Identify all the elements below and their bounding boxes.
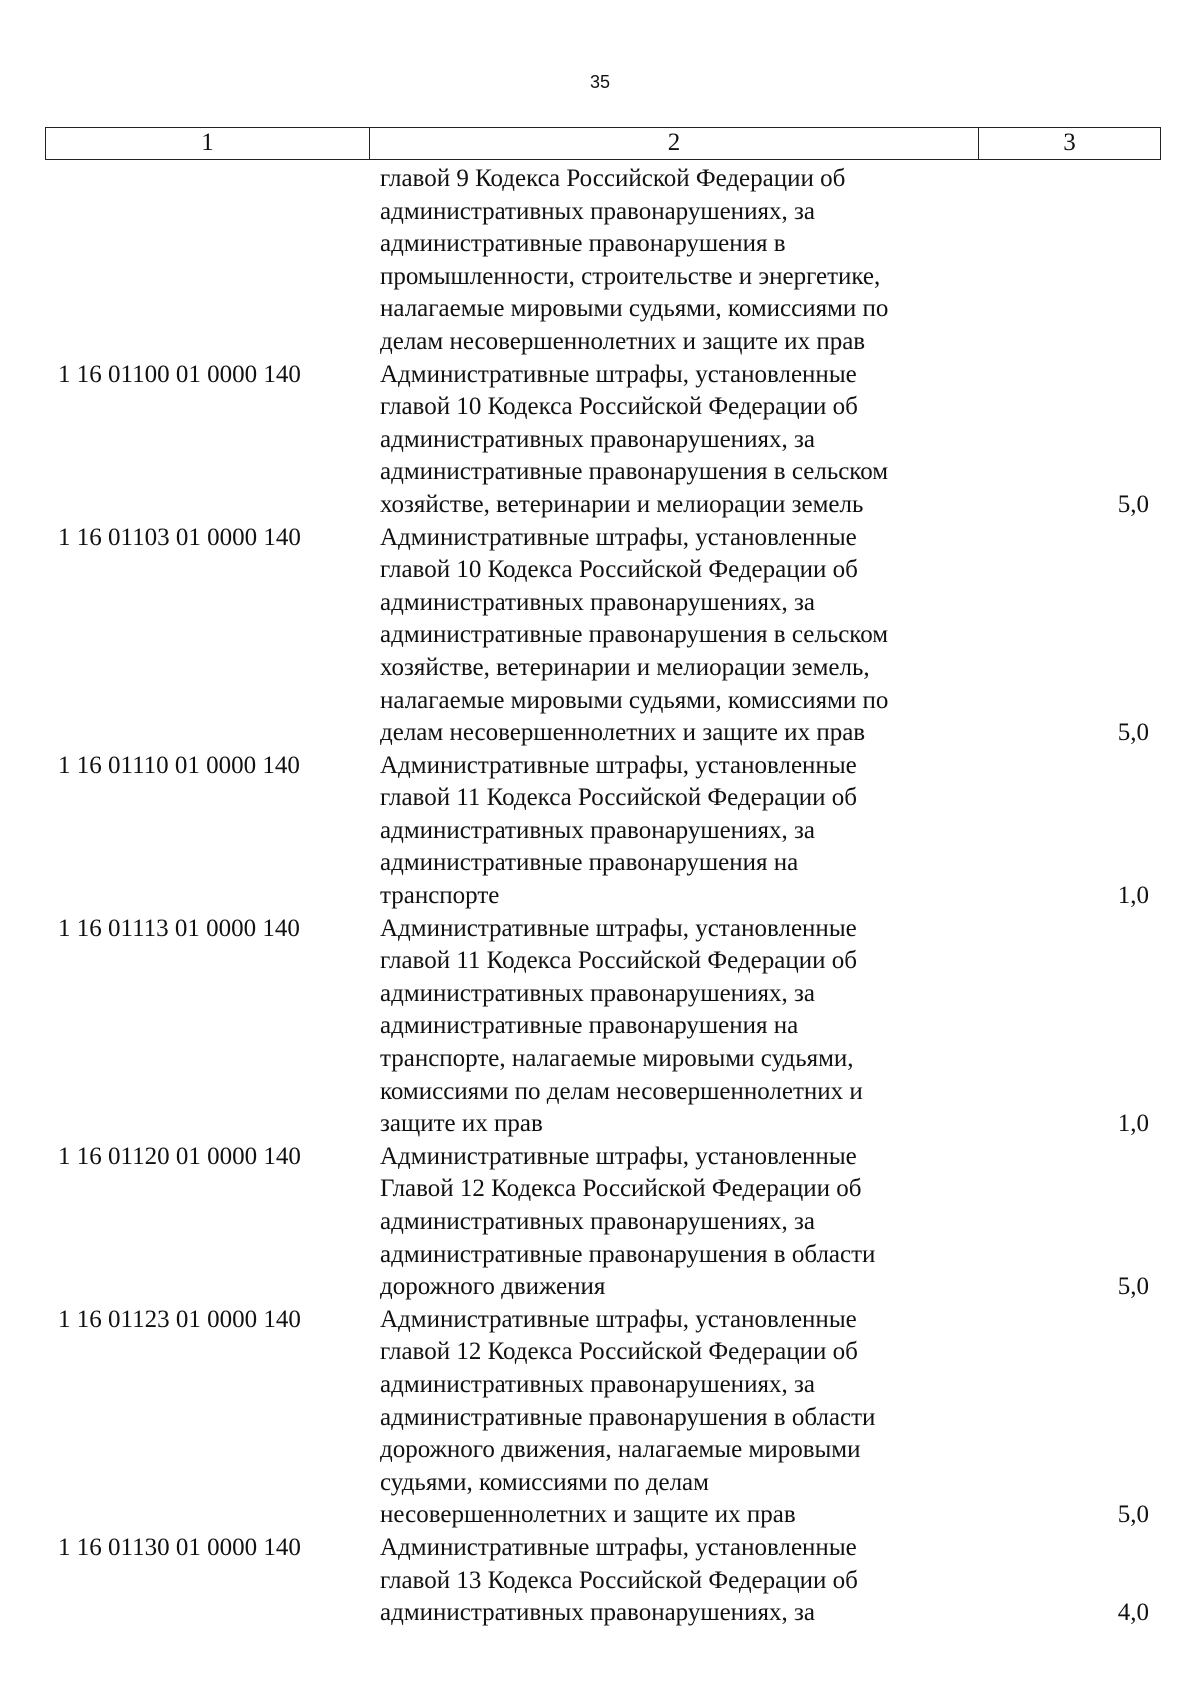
budget-code <box>45 163 369 359</box>
description-line: главой 11 Кодекса Российской Федерации об <box>380 947 857 975</box>
description-line: административных правонарушениях, за <box>380 425 815 453</box>
header-col-3: 3 <box>1063 129 1076 156</box>
description-line: несовершеннолетних и защите их прав <box>380 1501 796 1529</box>
row-value-cell <box>978 522 1161 750</box>
description-line: главой 9 Кодекса Российской Федерации об <box>380 165 846 192</box>
row-value-cell <box>978 359 1161 522</box>
description-line: дорожного движения, налагаемые мировыми <box>380 1436 861 1464</box>
description-line: главой 10 Кодекса Российской Федерации об <box>380 556 858 584</box>
budget-code: 1 16 01130 01 0000 140 <box>58 1533 301 1561</box>
row-description <box>369 1532 978 1630</box>
description-line: административные правонарушения в области <box>380 1403 876 1431</box>
row-description <box>369 1141 978 1304</box>
description-line: административные правонарушения в сельском <box>380 621 889 649</box>
budget-code: 1 16 01103 01 0000 140 <box>58 523 301 551</box>
description-line: главой 10 Кодекса Российской Федерации об <box>380 393 858 421</box>
description-line: Административные штрафы, установленные <box>380 751 857 779</box>
table-row <box>45 913 1161 1141</box>
description-line: административные правонарушения в области <box>380 1240 876 1268</box>
row-value-cell <box>978 1532 1161 1630</box>
row-value-cell <box>978 1304 1161 1532</box>
description-line: административные правонарушения в сельском <box>380 458 889 486</box>
description-line: административных правонарушениях, за <box>380 588 815 616</box>
description-line: судьями, комиссиями по делам <box>380 1468 709 1496</box>
table-row <box>45 1304 1161 1532</box>
norm-value: 5,0 <box>1117 1501 1149 1529</box>
row-description <box>369 913 978 1141</box>
description-line: хозяйстве, ветеринарии и мелиорации земель, <box>380 653 870 681</box>
description-line: главой 13 Кодекса Российской Федерации об <box>380 1566 858 1594</box>
budget-code: 1 16 01120 01 0000 140 <box>58 1142 301 1170</box>
description-line: Административные штрафы, установленные <box>380 1533 857 1561</box>
description-line: административных правонарушениях, за <box>380 197 815 225</box>
table-row <box>45 1532 1161 1630</box>
description-line: Административные штрафы, установленные <box>380 523 857 551</box>
description-line: Главой 12 Кодекса Российской Федерации об <box>380 1175 862 1203</box>
description-line: комиссиями по делам несовершеннолетних и <box>380 1077 863 1105</box>
table-row <box>45 522 1161 750</box>
description-line: Административные штрафы, установленные <box>380 914 857 942</box>
description-line: административных правонарушениях, за <box>380 1599 815 1627</box>
norm-value: 5,0 <box>1117 1273 1149 1301</box>
budget-code: 1 16 01100 01 0000 140 <box>58 360 301 388</box>
row-description <box>369 359 978 522</box>
description-line: Административные штрафы, установленные <box>380 1305 857 1333</box>
row-description <box>369 522 978 750</box>
description-line: Административные штрафы, установленные <box>380 1142 857 1170</box>
description-line: налагаемые мировыми судьями, комиссиями по <box>380 295 889 323</box>
norm-value: 1,0 <box>1117 882 1149 910</box>
table-row <box>45 1141 1161 1304</box>
page-number: 35 <box>589 72 611 92</box>
budget-code: 1 16 01110 01 0000 140 <box>58 751 300 779</box>
norm-value: 5,0 <box>1117 719 1149 747</box>
row-value-cell <box>978 1141 1161 1304</box>
description-line: административные правонарушения в <box>380 230 786 258</box>
description-line: дорожного движения <box>380 1273 606 1301</box>
description-line: налагаемые мировыми судьями, комиссиями по <box>380 686 889 714</box>
description-line: Административные штрафы, установленные <box>380 360 857 388</box>
budget-code: 1 16 01113 01 0000 140 <box>58 914 300 942</box>
description-line: административных правонарушениях, за <box>380 816 815 844</box>
row-value-cell <box>978 750 1161 913</box>
description-line: транспорте <box>380 882 500 910</box>
description-line: административных правонарушениях, за <box>380 1370 815 1398</box>
description-line: административных правонарушениях, за <box>380 979 815 1007</box>
row-description <box>369 1304 978 1532</box>
table-row <box>45 750 1161 913</box>
norm-value: 4,0 <box>1117 1599 1149 1627</box>
table-header <box>45 127 1161 160</box>
description-line: главой 11 Кодекса Российской Федерации об <box>380 784 857 812</box>
table-row <box>45 163 1161 359</box>
table-body <box>45 163 1161 1630</box>
header-col-1: 1 <box>46 128 370 159</box>
row-value-cell <box>978 913 1161 1141</box>
description-line: защите их прав <box>380 1110 543 1138</box>
row-value-cell <box>978 163 1161 359</box>
norm-value: 5,0 <box>1117 490 1149 518</box>
table-row <box>45 359 1161 522</box>
description-line: делам несовершеннолетних и защите их прав <box>380 719 866 747</box>
row-description <box>369 750 978 913</box>
description-line: промышленности, строительстве и энергетике, <box>380 262 881 290</box>
description-line: транспорте, налагаемые мировыми судьями, <box>380 1045 854 1073</box>
description-line: административные правонарушения на <box>380 1012 799 1040</box>
description-line: главой 12 Кодекса Российской Федерации об <box>380 1338 858 1366</box>
row-description <box>369 163 978 359</box>
description-line: хозяйстве, ветеринарии и мелиорации земель <box>380 490 864 518</box>
description-line: делам несовершеннолетних и защите их прав <box>380 327 866 355</box>
description-line: административные правонарушения на <box>380 849 799 877</box>
description-line: административных правонарушениях, за <box>380 1208 815 1235</box>
budget-code: 1 16 01123 01 0000 140 <box>58 1305 301 1333</box>
norm-value: 1,0 <box>1117 1110 1149 1138</box>
header-col-2: 2 <box>370 128 979 159</box>
